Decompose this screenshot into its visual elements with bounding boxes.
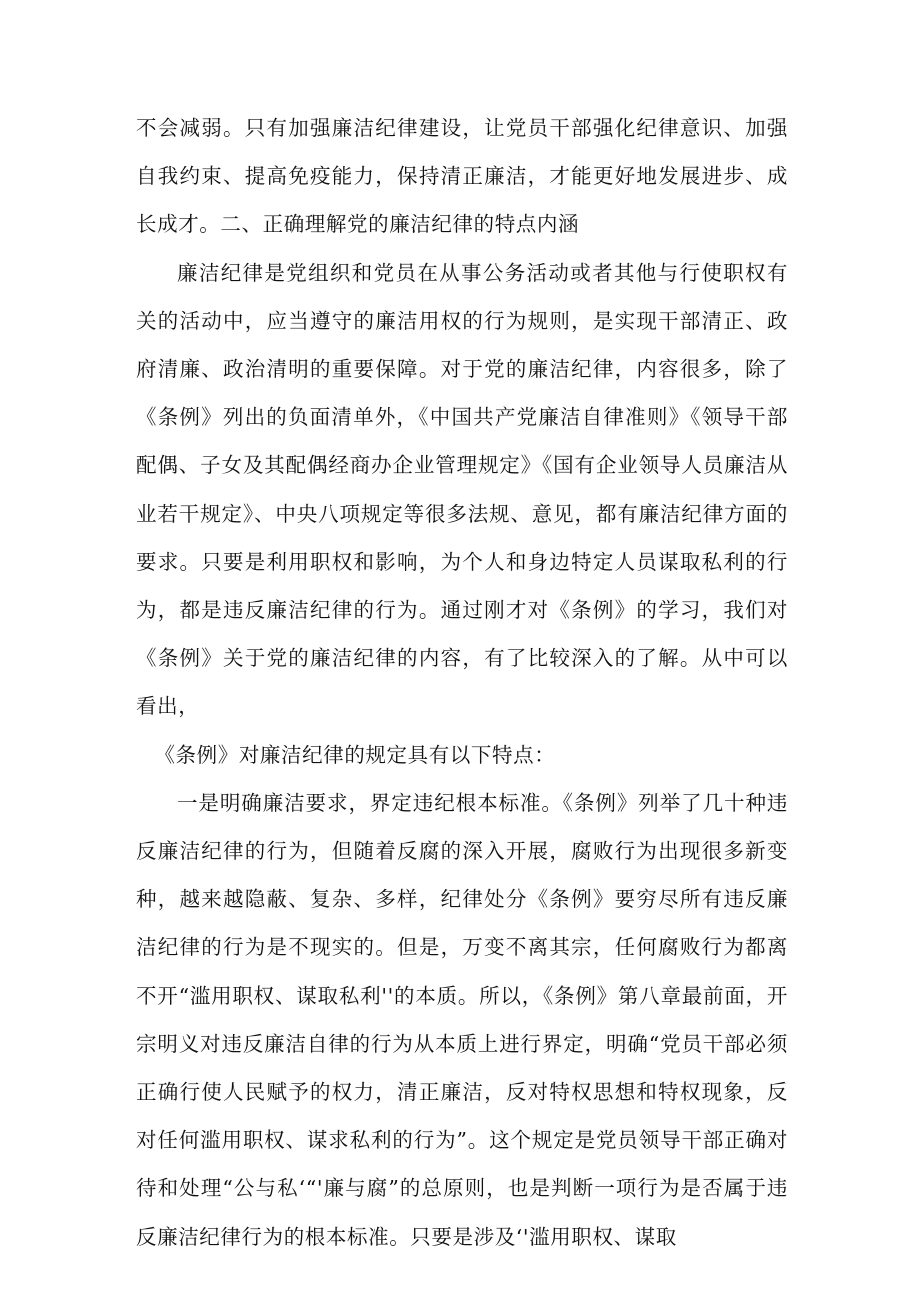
paragraph-features-intro: 《条例》对廉洁纪律的规定具有以下特点： xyxy=(154,742,556,767)
paragraph-feature-one: 一是明确廉洁要求，界定违纪根本标准。《条例》列举了几十种违反廉洁纪律的行为，但随着反腐的深入开展，腐败行为出现很多新变种，越来越隐蔽、复杂、多样，纪律处分《条例》要穷尽所有违反廉洁纪律的行为是不现实的。但是，万变不离其宗，任何腐败行为都离不开“滥用职权、谋取私利''的本质。所以，《条例》第八章最前面，开宗明义对违反廉洁自律的行为从本质上进行界定，明确“党员干部必须正确行使人民赋予的权力，清正廉洁，反对特权思想和特权现象，反对任何滥用职权、谋求私利的行为”。这个规定是党员领导干部正确对待和处理“公与私‘“'廉与腐”的总原则，也是判断一项行为是否属于违反廉洁纪律行为的根本标准。只要是涉及‘'滥用职权、谋取 xyxy=(136,790,788,1249)
document-body xyxy=(136,104,788,1261)
paragraph-definition: 廉洁纪律是党组织和党员在从事公务活动或者其他与行使职权有关的活动中，应当遵守的廉洁用权的行为规则，是实现干部清正、政府清廉、政治清明的重要保障。对于党的廉洁纪律，内容很多，除了《条例》列出的负面清单外，《中国共产党廉洁自律准则》《领导干部配偶、子女及其配偶经商办企业管理规定》《国有企业领导人员廉洁从业若干规定》、中央八项规定等很多法规、意见，都有廉洁纪律方面的要求。只要是利用职权和影响，为个人和身边特定人员谋取私利的行为，都是违反廉洁纪律的行为。通过刚才对《条例》的学习，我们对《条例》关于党的廉洁纪律的内容，有了比较深入的了解。从中可以看出， xyxy=(136,260,788,719)
paragraph-continuation: 不会减弱。只有加强廉洁纪律建设，让党员干部强化纪律意识、加强自我约束、提高免疫能力，保持清正廉洁，才能更好地发展进步、成长成才。二、正确理解党的廉洁纪律的特点内涵 xyxy=(136,116,788,237)
